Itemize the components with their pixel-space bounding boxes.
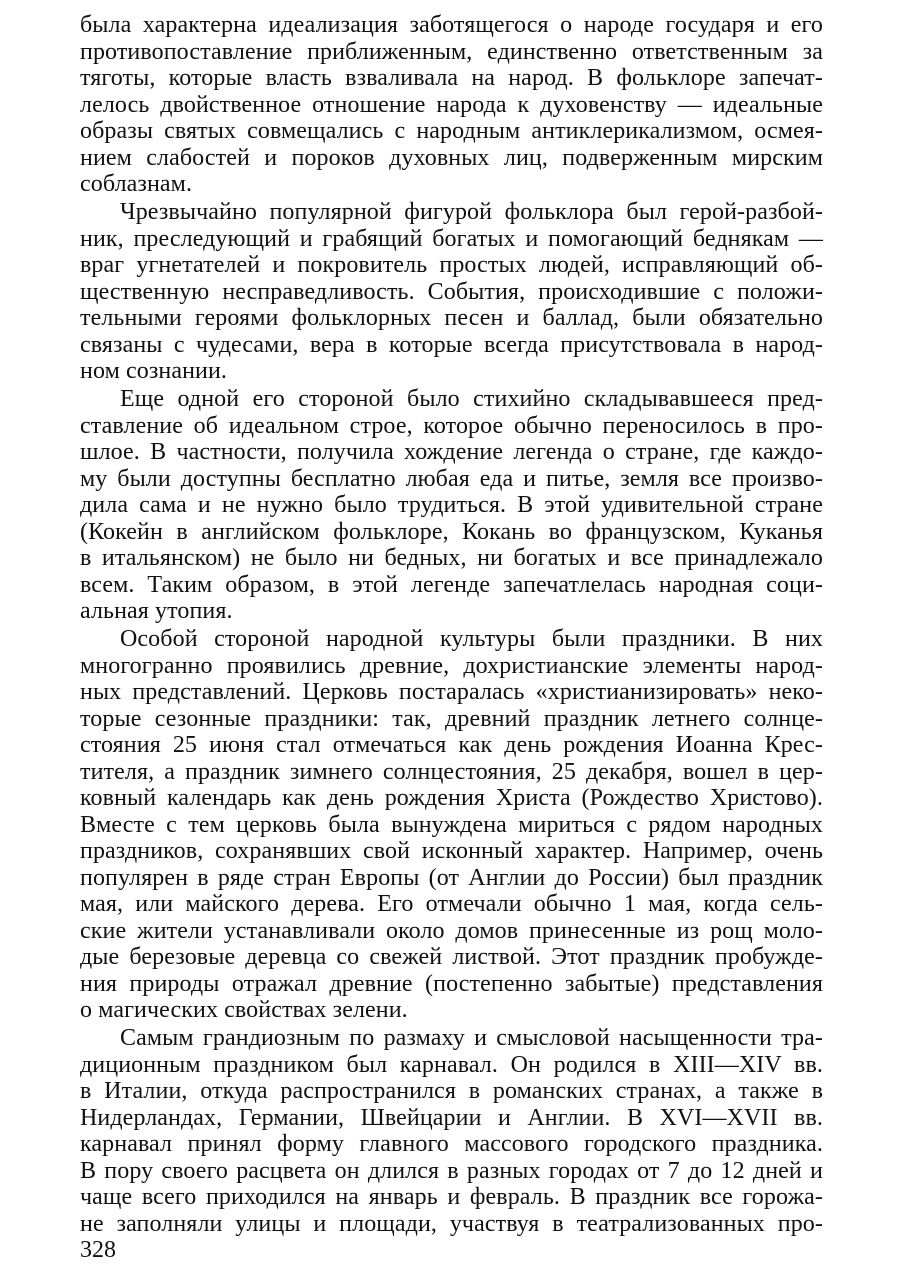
text-line: тяготы, которые власть взваливала на народ. В фольклоре запечат-	[80, 65, 823, 91]
page-body	[80, 12, 823, 1239]
text-line: карнавал принял форму главного массового городского праздника.	[80, 1131, 823, 1157]
text-line: дила сама и не нужно было трудиться. В этой удивительной стране	[80, 492, 823, 518]
text-line: была характерна идеализация заботящегося о народе государя и его	[80, 12, 823, 38]
text-line: в итальянском) не было ни бедных, ни богатых и все принадлежало	[80, 545, 823, 571]
text-line: ставление об идеальном строе, которое обычно переносилось в про-	[80, 412, 823, 439]
text-line: альная утопия.	[80, 598, 233, 624]
text-line: диционным праздником был карнавал. Он родился в XIII—XIV вв.	[80, 1051, 823, 1078]
text-line: противопоставление приближенным, единственно ответственным за	[80, 38, 823, 65]
text-line: всем. Таким образом, в этой легенде запечатлелась народная соци-	[80, 571, 823, 598]
text-line: Еще одной его стороной было стихийно складывавшееся пред-	[120, 386, 823, 412]
text-line: нием слабостей и пороков духовных лиц, подверженным мирским	[80, 144, 823, 171]
text-line: ных представлений. Церковь постаралась «христианизировать» неко-	[80, 679, 823, 705]
text-line: щественную несправедливость. События, происходившие с положи-	[80, 278, 823, 305]
text-line: образы святых совмещались с народным антиклерикализмом, осмея-	[80, 118, 823, 144]
text-line: популярен в ряде стран Европы (от Англии до России) был праздник	[80, 864, 823, 891]
text-line: ном сознании.	[80, 358, 228, 384]
paragraph-3	[80, 386, 823, 625]
text-line: не заполняли улицы и площади, участвуя в театрализованных про-	[80, 1210, 823, 1237]
text-line: торые сезонные праздники: так, древний праздник летнего солнце-	[80, 705, 823, 732]
text-line: Нидерландах, Германии, Швейцарии и Англии. В XVI—XVII вв.	[80, 1104, 823, 1131]
paragraph-2	[80, 199, 823, 385]
text-line: (Кокейн в английском фольклоре, Кокань во французском, Куканья	[80, 518, 823, 545]
text-line: Чрезвычайно популярной фигурой фольклора был герой-разбой-	[120, 199, 823, 225]
text-line: Вместе с тем церковь была вынуждена мириться с рядом народных	[80, 811, 823, 838]
text-line: в Италии, откуда распространился в романских странах, а также в	[80, 1078, 823, 1104]
paragraph-4	[80, 626, 823, 1024]
text-line: мая, или майского дерева. Его отмечали обычно 1 мая, когда сель-	[80, 891, 823, 917]
text-line: ник, преследующий и грабящий богатых и помогающий беднякам —	[80, 225, 823, 252]
paragraph-1	[80, 12, 823, 198]
text-line: тителя, а праздник зимнего солнцестояния, 25 декабря, вошел в цер-	[80, 758, 823, 785]
text-line: враг угнетателей и покровитель простых людей, исправляющий об-	[80, 252, 823, 278]
text-line: В пору своего расцвета он длился в разных городах от 7 до 12 дней и	[80, 1157, 823, 1184]
text-line: стояния 25 июня стал отмечаться как день рождения Иоанна Крес-	[80, 732, 823, 758]
text-line: шлое. В частности, получила хождение легенда о стране, где каждо-	[80, 439, 823, 465]
text-line: му были доступны бесплатно любая еда и питье, земля все произво-	[80, 465, 823, 492]
text-line: ковный календарь как день рождения Христа (Рождество Христово).	[80, 785, 823, 811]
text-line: праздников, сохранявших свой исконный характер. Например, очень	[80, 838, 823, 864]
text-line: соблазнам.	[80, 171, 193, 197]
text-line: ские жители устанавливали около домов принесенные из рощ моло-	[80, 917, 823, 944]
text-line: Особой стороной народной культуры были праздники. В них	[120, 626, 823, 652]
page-number: 328	[80, 1237, 116, 1263]
text-line: чаще всего приходился на январь и февраль. В праздник все горожа-	[80, 1184, 823, 1210]
text-line: лелось двойственное отношение народа к духовенству — идеальные	[80, 91, 823, 118]
text-line: Самым грандиозным по размаху и смысловой насыщенности тра-	[120, 1025, 823, 1051]
paragraph-5	[80, 1025, 823, 1237]
text-line: дые березовые деревца со свежей листвой. Этот праздник пробужде-	[80, 944, 823, 970]
text-line: тельными героями фольклорных песен и баллад, были обязательно	[80, 305, 823, 331]
text-line: о магических свойствах зелени.	[80, 997, 408, 1023]
text-line: ния природы отражал древние (постепенно забытые) представления	[80, 970, 823, 997]
text-line: многогранно проявились древние, дохристианские элементы народ-	[80, 652, 823, 679]
text-line: связаны с чудесами, вера в которые всегда присутствовала в народ-	[80, 331, 823, 358]
